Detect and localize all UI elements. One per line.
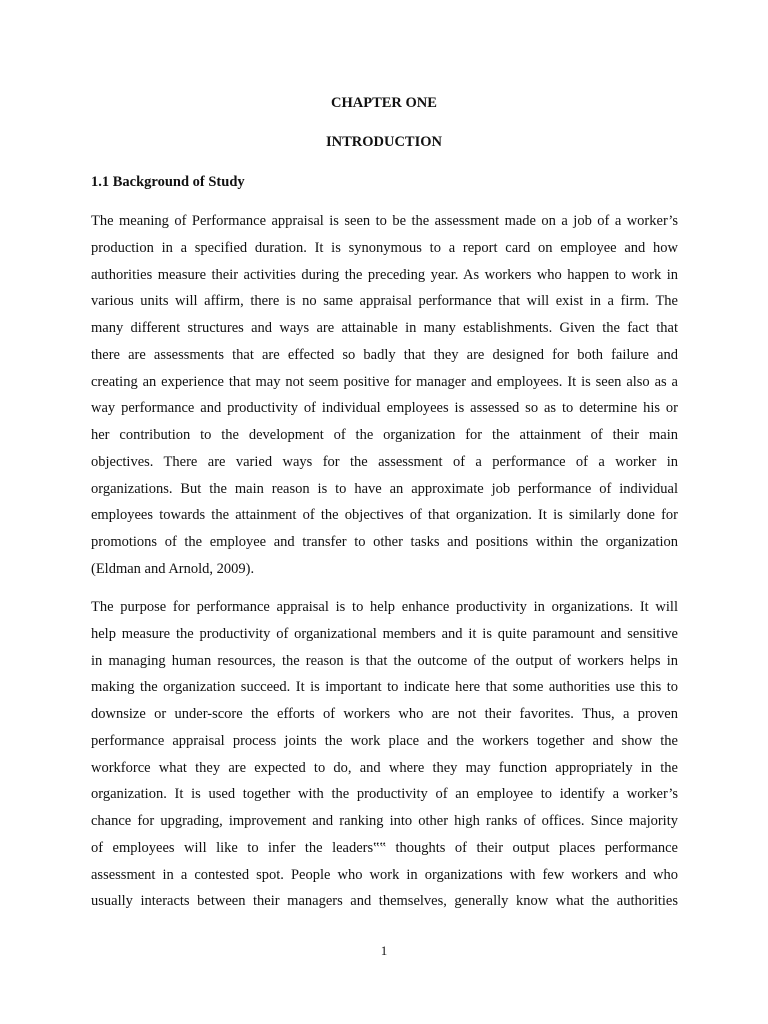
text-line: making the organization succeed. It is important to indicate here that some authorities use this to (91, 679, 678, 696)
chapter-label: CHAPTER ONE (331, 95, 437, 111)
text-line: performance appraisal process joints the work place and the workers together and show the (91, 732, 678, 749)
text-line: creating an experience that may not seem positive for manager and employees. It is seen also as a (91, 373, 678, 390)
text-line: her contribution to the development of the organization for the attainment of their main (91, 427, 678, 443)
text-line: various units will affirm, there is no same appraisal performance that will exist in a firm. The (91, 293, 678, 310)
text-line: there are assessments that are effected so badly that they are designed for both failure and (91, 346, 678, 363)
paragraph-1 (91, 208, 678, 583)
text-line: assessment in a contested spot. People who work in organizations with few workers and who (91, 866, 678, 883)
text-line: The purpose for performance appraisal is to help enhance productivity in organizations. It will (91, 599, 678, 615)
chapter-title: INTRODUCTION (325, 134, 442, 150)
text-line: of employees will like to infer the leaders‟‟ thoughts of their output places performance (91, 839, 678, 856)
text-line: The meaning of Performance appraisal is seen to be the assessment made on a job of a worker’s (91, 213, 678, 229)
paragraph-2 (91, 594, 678, 915)
text-line: authorities measure their activities during the preceding year. As workers who happen to work in (91, 266, 678, 283)
text-line: objectives. There are varied ways for the assessment of a performance of a worker in (91, 453, 678, 470)
text-line: usually interacts between their managers and themselves, generally know what the authorities (91, 893, 678, 910)
page-number: 1 (380, 943, 388, 958)
text-line: organization. It is used together with the productivity of an employee to identify a worker’s (91, 786, 678, 803)
text-line: organizations. But the main reason is to have an approximate job performance of individual (91, 480, 678, 497)
text-line: workforce what they are expected to do, and where they may function appropriately in the (91, 759, 678, 776)
text-line: in managing human resources, the reason is that the outcome of the output of workers helps in (91, 652, 678, 669)
text-line: promotions of the employee and transfer to other tasks and positions within the organization (91, 534, 678, 550)
section-title: 1.1 Background of Study (91, 174, 245, 190)
text-line: (Eldman and Arnold, 2009). (91, 560, 255, 577)
text-line: employees towards the attainment of the objectives of that organization. It is similarly done for (91, 507, 678, 524)
text-line: downsize or under-score the efforts of workers who are not their favorites. Thus, a proven (91, 706, 678, 722)
text-line: chance for upgrading, improvement and ranking into other high ranks of offices. Since majority (91, 813, 678, 829)
text-line: way performance and productivity of individual employees is assessed so as to determine his or (91, 400, 678, 417)
text-line: help measure the productivity of organizational members and it is quite paramount and sensitive (91, 625, 678, 642)
text-line: many different structures and ways are attainable in many establishments. Given the fact that (91, 320, 678, 336)
text-line: production in a specified duration. It is synonymous to a report card on employee and how (91, 239, 678, 256)
